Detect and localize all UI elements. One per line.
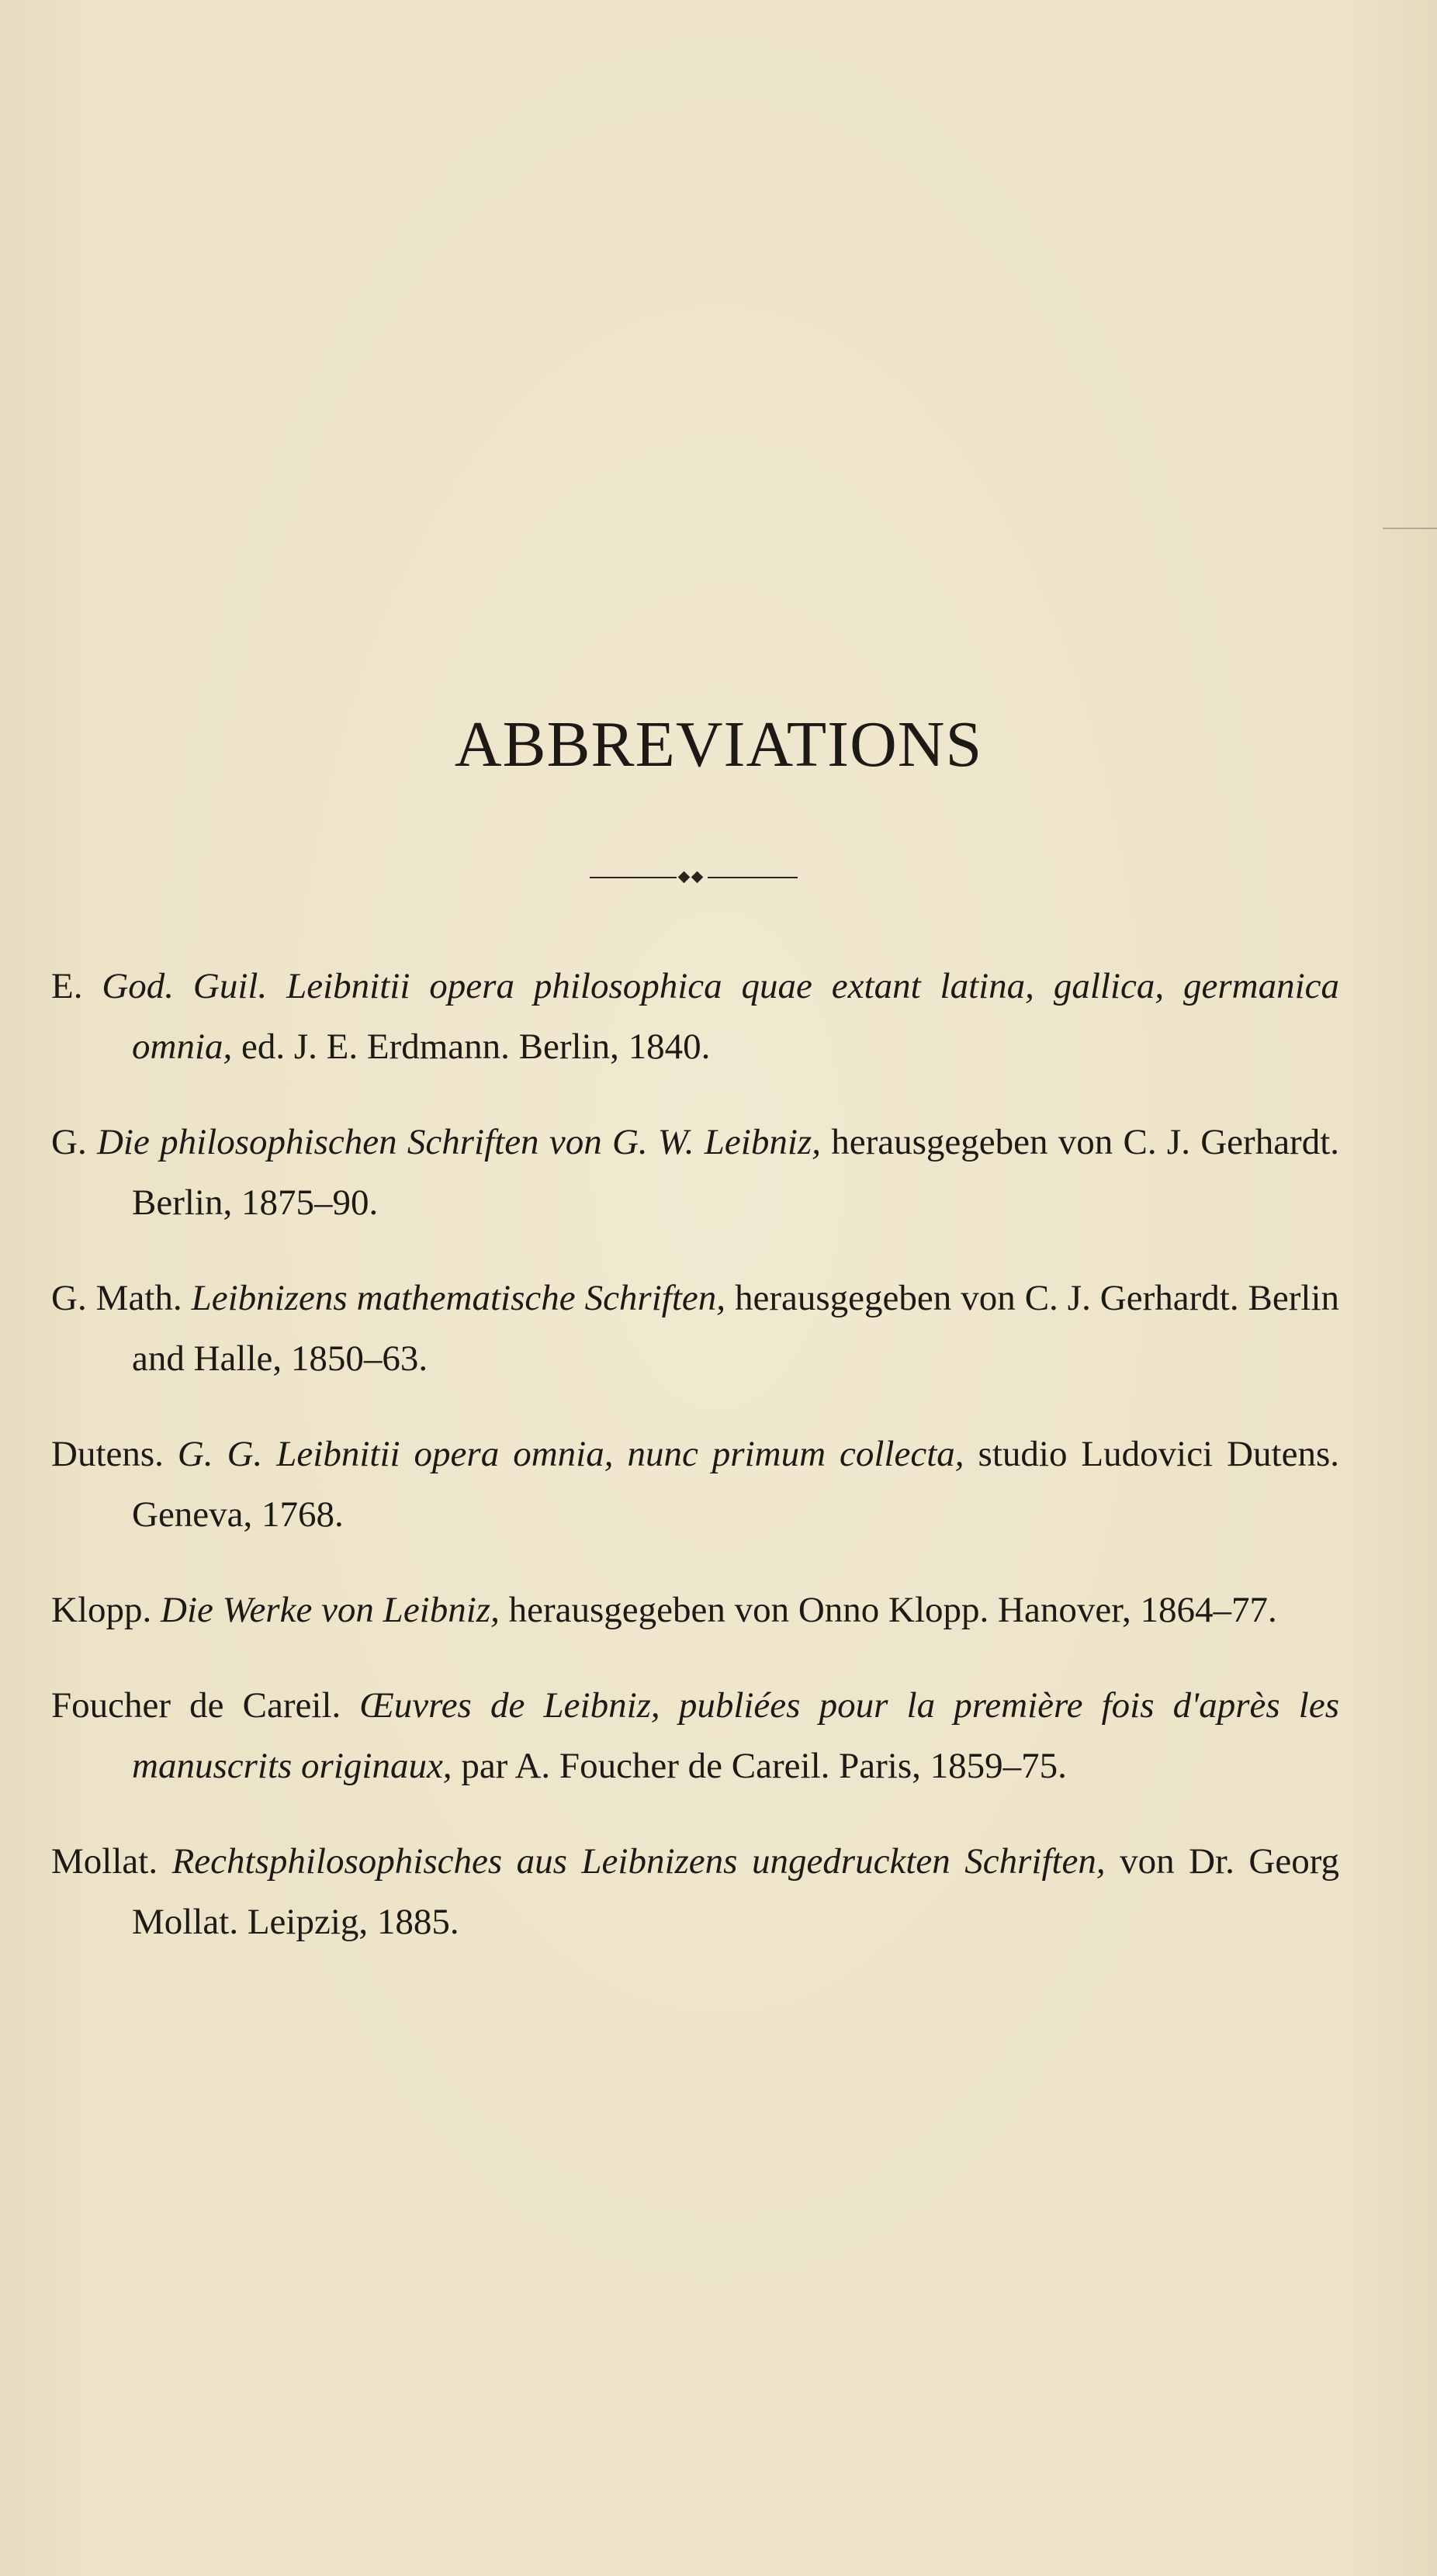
- abbreviation-entry-mollat: [51, 1831, 1339, 1952]
- abbreviation-entry-erdmann: [51, 956, 1339, 1077]
- ornament-rule-right: [708, 877, 798, 878]
- entry-abbreviation: Foucher de Careil.: [51, 1685, 341, 1726]
- entry-abbreviation: G. Math.: [51, 1278, 182, 1318]
- entry-abbreviation: G.: [51, 1122, 87, 1162]
- entry-work-title: Leibnizens mathematische Schriften,: [191, 1278, 726, 1318]
- abbreviation-entry-foucher-de-careil: [51, 1675, 1339, 1796]
- abbreviation-entry-dutens: [51, 1424, 1339, 1545]
- page-edge-mark: [1383, 528, 1437, 529]
- ornament-diamond-icon: [691, 871, 704, 884]
- entry-abbreviation: Klopp.: [51, 1590, 152, 1630]
- entry-details: studio Ludovici Dutens. Geneva, 1768.: [132, 1434, 1340, 1535]
- entry-work-title: Die Werke von Leibniz,: [161, 1590, 500, 1630]
- entry-work-title: Die philosophischen Schriften von G. W. Leibniz,: [96, 1122, 821, 1162]
- abbreviation-entry-klopp: [51, 1580, 1339, 1640]
- entry-details: par A. Foucher de Careil. Paris, 1859–75.: [461, 1746, 1067, 1786]
- entry-work-title: Rechtsphilosophisches aus Leibnizens ungedruckten Schriften,: [171, 1841, 1106, 1882]
- entry-abbreviation: E.: [51, 966, 83, 1006]
- abbreviation-entry-gerhardt-math: [51, 1268, 1339, 1389]
- ornament-rule-left: [590, 877, 677, 878]
- entry-details: herausgegeben von Onno Klopp. Hanover, 1864–77.: [508, 1590, 1277, 1630]
- page-title: ABBREVIATIONS: [454, 708, 983, 781]
- entry-work-title: G. G. Leibnitii opera omnia, nunc primum collecta,: [177, 1434, 964, 1474]
- entry-details: herausgegeben von C. J. Gerhardt. Berlin and Halle, 1850–63.: [132, 1278, 1340, 1379]
- title-ornament: [590, 871, 798, 884]
- entry-details: herausgegeben von C. J. Gerhardt. Berlin, 1875–90.: [132, 1122, 1340, 1223]
- ornament-diamond-icon: [678, 871, 691, 884]
- entry-abbreviation: Mollat.: [51, 1841, 158, 1882]
- entry-work-title: God. Guil. Leibnitii opera philosophica quae extant latina, gallica, germanica omnia,: [102, 966, 1339, 1067]
- entry-details: ed. J. E. Erdmann. Berlin, 1840.: [241, 1027, 711, 1067]
- abbreviation-list: [51, 956, 1339, 1987]
- abbreviation-entry-gerhardt: [51, 1112, 1339, 1233]
- entry-abbreviation: Dutens.: [51, 1434, 164, 1474]
- entry-work-title: Œuvres de Leibniz, publiées pour la première fois d'après les manuscrits originaux,: [132, 1685, 1339, 1786]
- entry-details: von Dr. Georg Mollat. Leipzig, 1885.: [132, 1841, 1340, 1942]
